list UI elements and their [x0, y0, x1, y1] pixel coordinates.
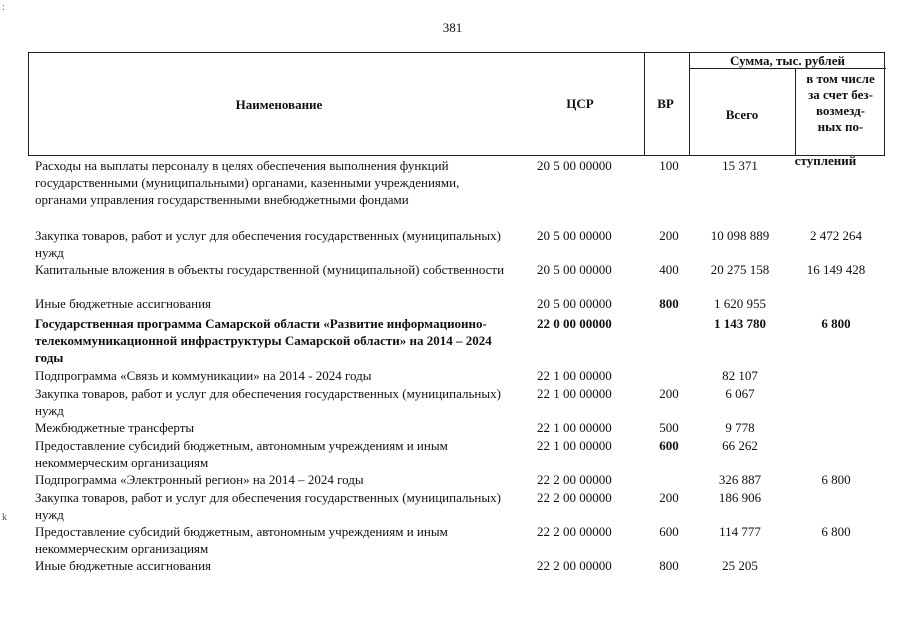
row-total: 66 262	[722, 438, 758, 453]
scan-mark: k	[2, 512, 7, 523]
row-name: Капитальные вложения в объекты государственной (муниципальной) собственности	[35, 262, 505, 277]
row-vr: 800	[659, 558, 679, 573]
row-csr: 22 1 00 00000	[537, 420, 612, 435]
row-name: Закупка товаров, работ и услуг для обеспечения государственных (муниципальных) нужд	[35, 490, 501, 522]
scan-mark: :	[2, 2, 5, 13]
row-name: Закупка товаров, работ и услуг для обеспечения государственных (муниципальных) нужд	[35, 228, 501, 260]
header-vr: ВР	[657, 96, 674, 111]
row-csr: 22 2 00 00000	[537, 490, 612, 505]
row-total: 186 906	[718, 490, 762, 505]
header-csr-label: ЦСР	[566, 96, 594, 111]
row-total: 15 371	[722, 158, 758, 173]
row-total: 25 205	[722, 558, 758, 573]
row-vr: 600	[659, 438, 679, 453]
row-name: Предоставление субсидий бюджетным, автономным учреждениям и иным некоммерческим организациям	[35, 438, 448, 470]
row-csr: 20 5 00 00000	[537, 262, 612, 277]
row-name: Расходы на выплаты персоналу в целях обеспечения выполнения функций государственными (муниципальными) органами, казенными учреждениями, органами управления государственными внебюджетными фондами	[35, 158, 460, 207]
table-header	[28, 52, 885, 156]
row-free: 2 472 264	[810, 228, 862, 243]
header-total: Всего	[725, 107, 759, 122]
row-vr: 200	[659, 386, 679, 401]
row-name: Государственная программа Самарской области «Развитие информационно-телекоммуникационной инфраструктуры Самарской области» на 2014 – 2024 годы	[35, 316, 492, 365]
row-name: Иные бюджетные ассигнования	[35, 296, 212, 311]
row-csr: 22 1 00 00000	[537, 368, 612, 383]
row-vr: 400	[659, 262, 679, 277]
row-csr: 22 1 00 00000	[537, 438, 612, 453]
row-csr: 22 0 00 00000	[537, 316, 612, 331]
row-csr: 22 2 00 00000	[537, 524, 612, 539]
row-total: 82 107	[722, 368, 758, 383]
row-total: 326 887	[718, 472, 762, 487]
row-vr: 200	[659, 228, 679, 243]
row-free: 16 149 428	[806, 262, 866, 277]
row-csr: 20 5 00 00000	[537, 296, 612, 311]
row-name: Межбюджетные трансферты	[35, 420, 195, 435]
row-name: Подпрограмма «Электронный регион» на 2014 – 2024 годы	[35, 472, 364, 487]
row-vr: 800	[659, 296, 679, 311]
row-total: 114 777	[719, 524, 761, 539]
header-free: в том числе за счет без- возмезд- ных по-	[806, 71, 875, 134]
row-free: 6 800	[821, 316, 851, 331]
row-csr: 22 2 00 00000	[537, 558, 612, 573]
row-total: 6 067	[725, 386, 755, 401]
row-name: Предоставление субсидий бюджетным, автономным учреждениям и иным некоммерческим организациям	[35, 524, 448, 556]
row-csr: 22 1 00 00000	[537, 386, 612, 401]
row-vr: 100	[659, 158, 679, 173]
row-total: 9 778	[725, 420, 755, 435]
row-csr: 22 2 00 00000	[537, 472, 612, 487]
row-total: 20 275 158	[710, 262, 770, 277]
row-total: 1 143 780	[714, 316, 766, 331]
row-csr: 20 5 00 00000	[537, 228, 612, 243]
row-name: Подпрограмма «Связь и коммуникации» на 2014 - 2024 годы	[35, 368, 372, 383]
row-total: 10 098 889	[710, 228, 770, 243]
row-vr: 500	[659, 420, 679, 435]
row-vr: 600	[659, 524, 679, 539]
row-free: 6 800	[821, 472, 851, 487]
row-total: 1 620 955	[714, 296, 766, 311]
header-sum: Сумма, тыс. рублей	[730, 53, 845, 68]
header-name: Наименование	[235, 97, 323, 112]
header-free-last: ступлений	[794, 153, 857, 168]
row-csr: 20 5 00 00000	[537, 158, 612, 173]
page-number: 381	[442, 20, 463, 35]
row-free: 6 800	[821, 524, 851, 539]
row-vr: 200	[659, 490, 679, 505]
row-name: Закупка товаров, работ и услуг для обеспечения государственных (муниципальных) нужд	[35, 386, 501, 418]
row-name: Иные бюджетные ассигнования	[35, 558, 212, 573]
